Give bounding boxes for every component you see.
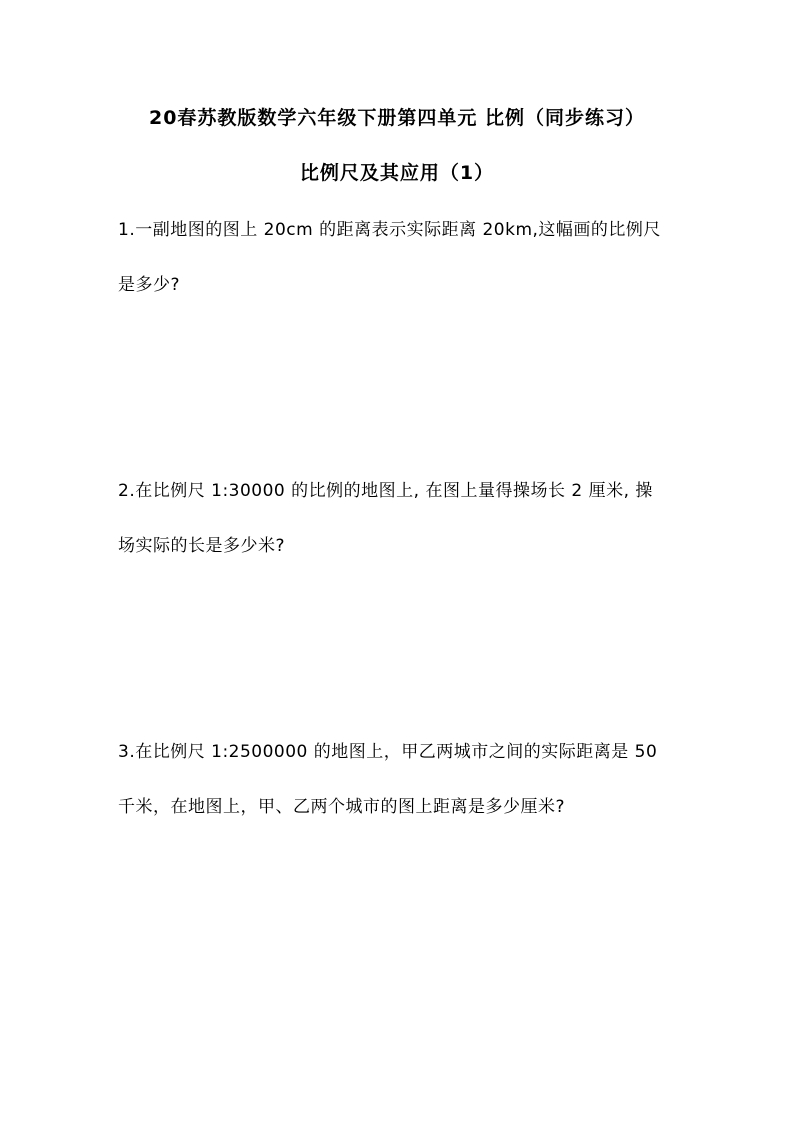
question-2-line-1: 2.在比例尺 1:30000 的比例的地图上, 在图上量得操场长 2 厘米, 操 [118, 481, 653, 501]
question-1-line-1: 1.一副地图的图上 20cm 的距离表示实际距离 20km,这幅画的比例尺 [118, 220, 661, 240]
question-3-line-1: 3.在比例尺 1:2500000 的地图上，甲乙两城市之间的实际距离是 50 [118, 742, 658, 762]
question-2-line-2: 场实际的长是多少米? [118, 536, 286, 556]
question-2 [118, 479, 680, 589]
question-1 [118, 218, 680, 328]
page-subtitle: 比例尺及其应用（1） [299, 162, 495, 184]
question-3-line-2: 千米，在地图上，甲、乙两个城市的图上距离是多少厘米? [118, 797, 566, 817]
question-1-line-2: 是多少? [118, 275, 181, 295]
page-title: 20春苏教版数学六年级下册第四单元 比例（同步练习） [148, 107, 646, 129]
question-3 [118, 740, 680, 850]
